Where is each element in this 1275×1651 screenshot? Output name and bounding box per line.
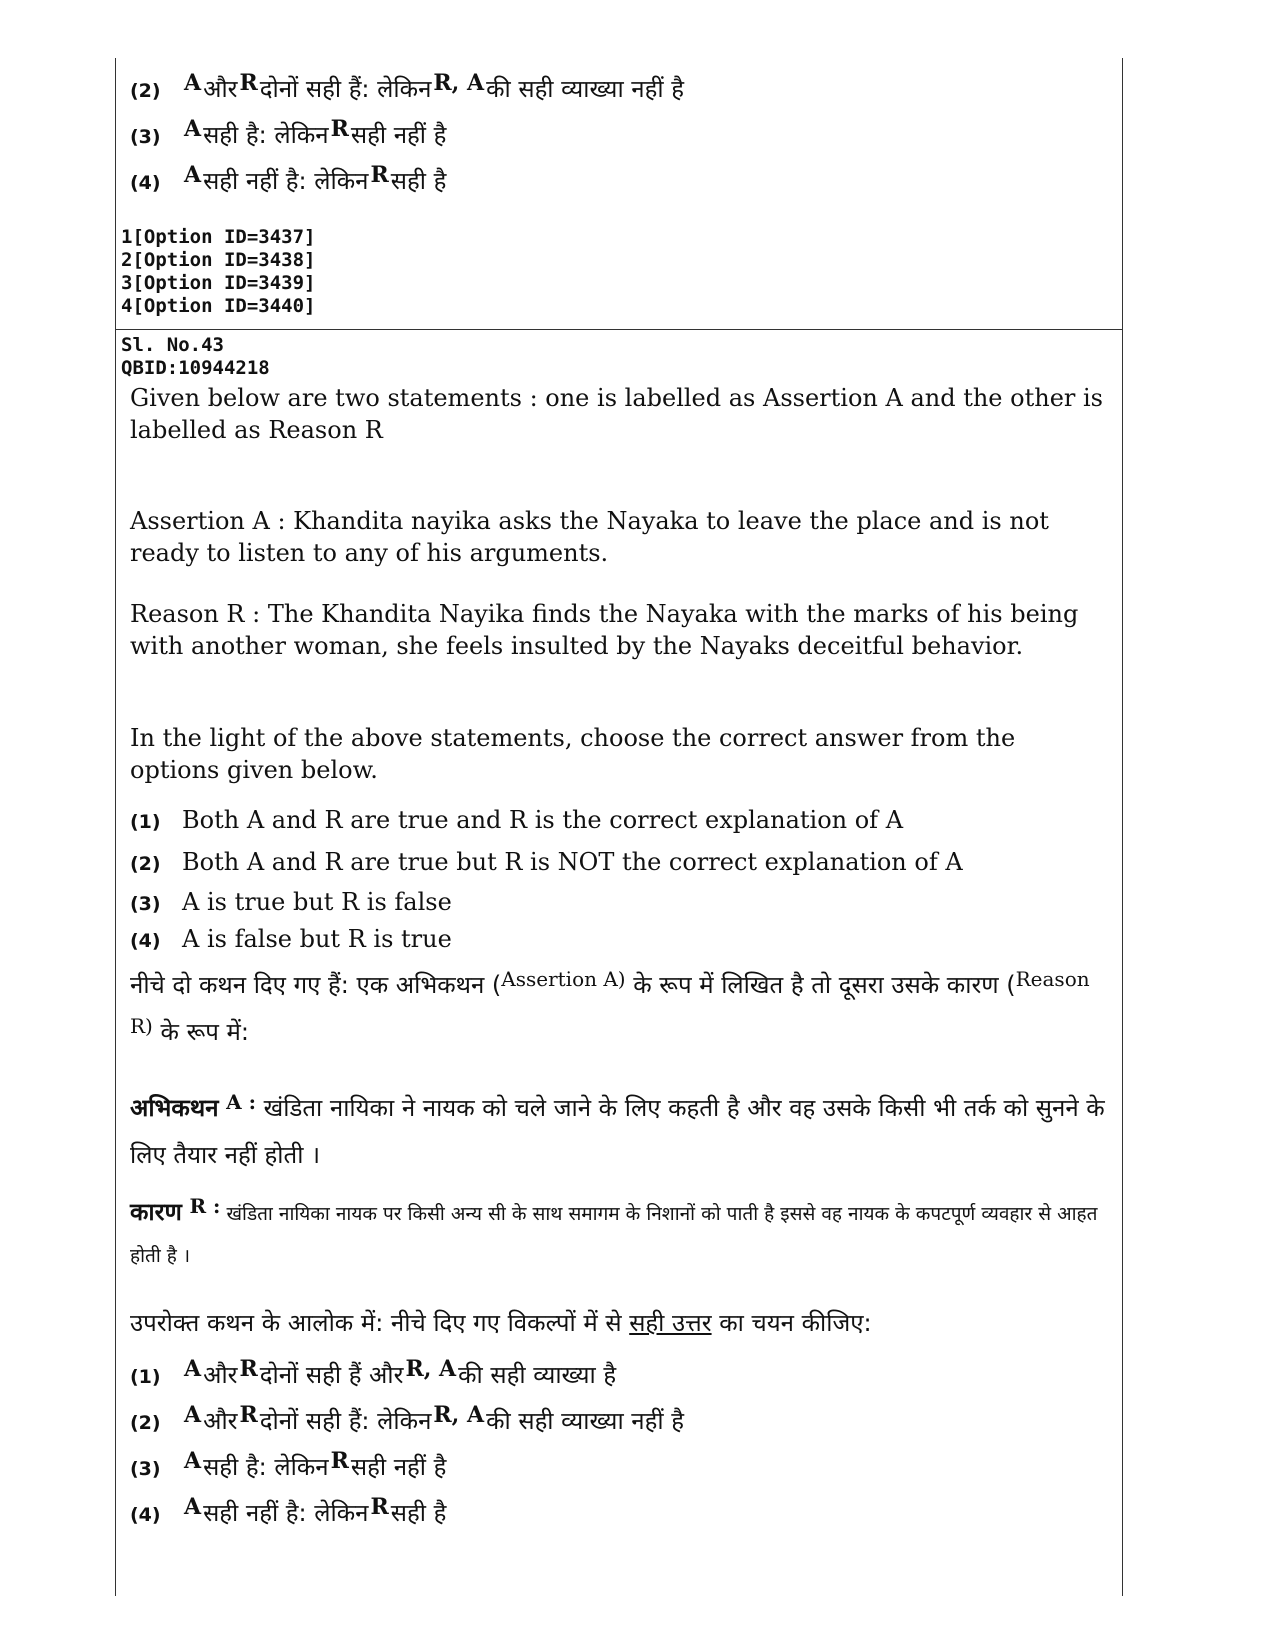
instruction-underlined: सही उत्तर [629, 1309, 712, 1337]
option-text: की सही व्याख्या है [458, 1361, 617, 1389]
option-number: (1) [130, 811, 161, 833]
option-id: 1[Option ID=3437] [121, 226, 316, 248]
question-header [121, 334, 270, 380]
hindi-instruction [130, 1300, 1115, 1346]
question-instruction: In the light of the above statements, choose the correct answer from the options given below. [130, 724, 1016, 784]
option-text: सही है: लेकिन [203, 121, 329, 149]
letter-ra: R, A [433, 1402, 485, 1428]
letter-r: R [239, 1402, 258, 1428]
option-2 [130, 848, 963, 876]
option-id: 2[Option ID=3438] [121, 249, 316, 271]
option-number: (3) [130, 1458, 161, 1480]
option-text: और [203, 1407, 238, 1435]
question-divider [115, 329, 1123, 330]
question-intro: Given below are two statements : one is labelled as Assertion A and the other is labelled as Reason R [130, 384, 1103, 444]
option-text: सही नहीं है: लेकिन [203, 1499, 369, 1527]
letter-a: A [184, 1494, 202, 1520]
option-id: 3[Option ID=3439] [121, 272, 316, 294]
assertion-letter: A : [226, 1090, 257, 1114]
letter-a: A [184, 1356, 202, 1382]
hindi-assertion [130, 1085, 1115, 1178]
option-text: सही नहीं है: लेकिन [203, 167, 369, 195]
option-id-list [121, 226, 315, 318]
option-number: (3) [130, 893, 161, 915]
hindi-option-4 [130, 1496, 446, 1529]
option-text: और [203, 1361, 238, 1389]
option-text: सही है: लेकिन [203, 1453, 329, 1481]
option-text: सही है [390, 1499, 447, 1527]
hindi-option-1 [130, 1358, 616, 1391]
letter-ra: R, A [405, 1356, 457, 1382]
hindi-intro [130, 962, 1115, 1056]
hindi-intro-part: नीचे दो कथन दिए गए हैं: एक अभिकथन ( [130, 971, 502, 999]
assertion-label: अभिकथन [130, 1094, 219, 1122]
option-number: (2) [130, 1412, 161, 1434]
serial-number: Sl. No.43 [121, 334, 224, 356]
letter-r: R [330, 1448, 349, 1474]
instruction-part: उपरोक्त कथन के आलोक में: नीचे दिए गए विकल्पों में से [130, 1309, 622, 1337]
reason-letter: R : [189, 1194, 221, 1218]
hindi-intro-part: के रूप में: [152, 1018, 249, 1046]
reason-label-en: Reason R) [130, 967, 1090, 1038]
option-text: की सही व्याख्या नहीं है [486, 75, 684, 103]
option-number: (4) [130, 1504, 161, 1526]
reason-label: कारण [130, 1198, 182, 1226]
option-text: सही नहीं है [350, 121, 447, 149]
option-text: Both A and R are true but R is NOT the correct explanation of A [182, 848, 963, 876]
option-3 [130, 888, 452, 916]
instruction-part: का चयन कीजिए: [719, 1309, 872, 1337]
assertion-text-hi: खंडिता नायिका ने नायक को चले जाने के लिए कहती है और वह उसके किसी भी तर्क को सुनने के लिए तैयार नहीं होती । [130, 1094, 1105, 1169]
letter-a: A [184, 1448, 202, 1474]
letter-r: R [370, 1494, 389, 1520]
option-text: सही नहीं है [350, 1453, 447, 1481]
option-text: दोनों सही हैं और [259, 1361, 404, 1389]
assertion-text: Assertion A : Khandita nayika asks the Nayaka to leave the place and is not ready to listen to any of his arguments. [130, 507, 1049, 567]
option-text: A is false but R is true [182, 925, 452, 953]
option-number: (2) [130, 80, 161, 102]
letter-r: R [239, 1356, 258, 1382]
letter-r: R [239, 70, 258, 96]
letter-a: A [184, 1402, 202, 1428]
option-number: (2) [130, 853, 161, 875]
hindi-option-3 [130, 1450, 446, 1483]
option-text: की सही व्याख्या नहीं है [486, 1407, 684, 1435]
prev-option-4 [130, 164, 446, 197]
letter-a: A [184, 162, 202, 188]
option-1 [130, 806, 903, 834]
hindi-reason [130, 1192, 1115, 1276]
option-text: दोनों सही हैं: लेकिन [259, 75, 432, 103]
letter-a: A [184, 116, 202, 142]
option-text: Both A and R are true and R is the correct explanation of A [182, 806, 904, 834]
hindi-intro-part: के रूप में लिखित है तो दूसरा उसके कारण ( [625, 971, 1016, 999]
option-text: सही है [390, 167, 447, 195]
prev-option-3 [130, 118, 446, 151]
letter-r: R [330, 116, 349, 142]
letter-r: R [370, 162, 389, 188]
option-text: और [203, 75, 238, 103]
assertion-label-en: Assertion A) [501, 967, 626, 991]
option-text: A is true but R is false [182, 888, 452, 916]
option-4 [130, 925, 452, 953]
reason-text: Reason R : The Khandita Nayika finds the Nayaka with the marks of his being with another woman, she feels insulted by the Nayaks deceitful behavior. [130, 600, 1079, 660]
letter-a: A [184, 70, 202, 96]
hindi-option-2 [130, 1404, 684, 1437]
letter-ra: R, A [433, 70, 485, 96]
option-number: (3) [130, 126, 161, 148]
option-number: (4) [130, 172, 161, 194]
reason-text-hi: खंडिता नायिका नायक पर किसी अन्य सी के साथ समागम के निशानों को पाती है इससे वह नायक के कपटपूर्ण व्यवहार से आहत होती है । [130, 1203, 1098, 1267]
option-number: (1) [130, 1366, 161, 1388]
option-number: (4) [130, 930, 161, 952]
qbid: QBID:10944218 [121, 357, 270, 379]
option-id: 4[Option ID=3440] [121, 295, 316, 317]
option-text: दोनों सही हैं: लेकिन [259, 1407, 432, 1435]
prev-option-2 [130, 72, 684, 105]
